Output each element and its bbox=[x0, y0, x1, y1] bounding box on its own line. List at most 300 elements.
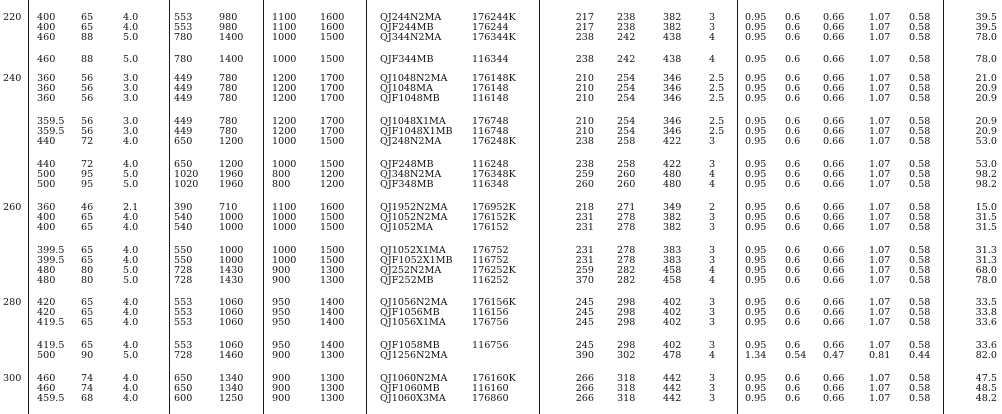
Y2: 0.66 bbox=[823, 212, 845, 224]
Y0: 1.07 bbox=[869, 136, 891, 148]
Da-min: 318 bbox=[617, 393, 636, 405]
ra-max: 4 bbox=[709, 265, 716, 277]
da-min: 231 bbox=[575, 245, 594, 256]
chamfer: 4.0 bbox=[123, 136, 139, 148]
speed-grease: 950 bbox=[272, 340, 291, 351]
Da-max: 422 bbox=[663, 136, 682, 148]
mass: 47.5 bbox=[975, 373, 997, 384]
Da-min: 271 bbox=[617, 202, 636, 213]
speed-grease: 1000 bbox=[272, 159, 297, 170]
mass: 31.3 bbox=[975, 245, 997, 256]
Y0: 1.07 bbox=[869, 222, 891, 234]
speed-grease: 1000 bbox=[272, 32, 297, 44]
dynamic-load: 449 bbox=[174, 93, 193, 105]
Da-min: 278 bbox=[617, 255, 636, 267]
speed-grease: 800 bbox=[272, 179, 291, 191]
speed-oil: 1700 bbox=[320, 116, 345, 127]
X-coef: 0.58 bbox=[909, 373, 931, 384]
width: 65 bbox=[81, 212, 94, 224]
static-load: 1000 bbox=[219, 222, 244, 234]
da-min: 266 bbox=[575, 373, 594, 384]
da-min: 260 bbox=[575, 179, 594, 191]
da-min: 259 bbox=[575, 169, 594, 181]
Y1: 0.6 bbox=[785, 393, 801, 405]
ra-max: 2.5 bbox=[709, 126, 725, 138]
Y2: 0.66 bbox=[823, 12, 845, 23]
outer-diameter: 400 bbox=[37, 22, 56, 34]
column-divider bbox=[263, 0, 264, 414]
speed-oil: 1600 bbox=[320, 12, 345, 23]
Da-min: 282 bbox=[617, 265, 636, 277]
Y2: 0.66 bbox=[823, 22, 845, 34]
chamfer: 2.1 bbox=[123, 202, 139, 213]
outer-diameter: 440 bbox=[37, 159, 56, 170]
X-coef: 0.58 bbox=[909, 245, 931, 256]
width: 56 bbox=[81, 73, 94, 84]
Y2: 0.66 bbox=[823, 383, 845, 395]
e: 0.95 bbox=[745, 22, 767, 34]
ra-max: 3 bbox=[709, 22, 716, 34]
X-coef: 0.58 bbox=[909, 275, 931, 287]
width: 88 bbox=[81, 32, 94, 44]
width: 65 bbox=[81, 22, 94, 34]
speed-oil: 1300 bbox=[320, 350, 345, 362]
da-min: 245 bbox=[575, 307, 594, 319]
da-min: 238 bbox=[575, 54, 594, 65]
static-load: 1960 bbox=[219, 179, 244, 191]
X-coef: 0.58 bbox=[909, 93, 931, 105]
Da-min: 238 bbox=[617, 12, 636, 23]
speed-grease: 1000 bbox=[272, 222, 297, 234]
designation: QJF1058MB bbox=[380, 340, 440, 351]
Y1: 0.6 bbox=[785, 275, 801, 287]
speed-grease: 1200 bbox=[272, 83, 297, 95]
speed-oil: 1700 bbox=[320, 83, 345, 95]
Y0: 1.07 bbox=[869, 275, 891, 287]
Y1: 0.6 bbox=[785, 169, 801, 181]
old-code: 116248 bbox=[472, 159, 509, 170]
chamfer: 4.0 bbox=[123, 222, 139, 234]
outer-diameter: 480 bbox=[37, 265, 56, 277]
chamfer: 4.0 bbox=[123, 317, 139, 329]
static-load: 980 bbox=[219, 22, 238, 34]
old-code: 116348 bbox=[472, 179, 509, 191]
width: 68 bbox=[81, 393, 94, 405]
X-coef: 0.58 bbox=[909, 297, 931, 308]
Y2: 0.66 bbox=[823, 297, 845, 308]
Y2: 0.47 bbox=[823, 350, 845, 362]
Y1: 0.6 bbox=[785, 116, 801, 127]
e: 0.95 bbox=[745, 317, 767, 329]
dynamic-load: 550 bbox=[174, 255, 193, 267]
designation: QJ1052X1MA bbox=[380, 245, 446, 256]
Y2: 0.66 bbox=[823, 83, 845, 95]
dynamic-load: 550 bbox=[174, 245, 193, 256]
Y1: 0.6 bbox=[785, 340, 801, 351]
speed-grease: 950 bbox=[272, 317, 291, 329]
Y0: 1.07 bbox=[869, 212, 891, 224]
dynamic-load: 1020 bbox=[174, 179, 199, 191]
Da-max: 383 bbox=[663, 255, 682, 267]
designation: QJ252N2MA bbox=[380, 265, 442, 277]
dynamic-load: 553 bbox=[174, 12, 193, 23]
da-min: 210 bbox=[575, 83, 594, 95]
ra-max: 3 bbox=[709, 383, 716, 395]
mass: 21.0 bbox=[975, 73, 997, 84]
chamfer: 4.0 bbox=[123, 12, 139, 23]
Y1: 0.6 bbox=[785, 159, 801, 170]
Da-min: 254 bbox=[617, 116, 636, 127]
X-coef: 0.58 bbox=[909, 73, 931, 84]
X-coef: 0.58 bbox=[909, 212, 931, 224]
designation: QJ1052N2MA bbox=[380, 212, 448, 224]
designation: QJF1048X1MB bbox=[380, 126, 453, 138]
Y1: 0.6 bbox=[785, 12, 801, 23]
da-min: 238 bbox=[575, 159, 594, 170]
Y1: 0.6 bbox=[785, 297, 801, 308]
Y0: 1.07 bbox=[869, 22, 891, 34]
mass: 15.0 bbox=[975, 202, 997, 213]
old-code: 176244 bbox=[472, 22, 509, 34]
mass: 53.0 bbox=[975, 159, 997, 170]
designation: QJ1048X1MA bbox=[380, 116, 446, 127]
speed-grease: 1200 bbox=[272, 126, 297, 138]
old-code: 176148K bbox=[472, 73, 516, 84]
X-coef: 0.58 bbox=[909, 393, 931, 405]
da-min: 266 bbox=[575, 383, 594, 395]
e: 0.95 bbox=[745, 73, 767, 84]
Y0: 1.07 bbox=[869, 54, 891, 65]
speed-grease: 1200 bbox=[272, 93, 297, 105]
e: 0.95 bbox=[745, 126, 767, 138]
Y0: 1.07 bbox=[869, 307, 891, 319]
mass: 31.5 bbox=[975, 222, 997, 234]
Da-min: 278 bbox=[617, 222, 636, 234]
column-divider bbox=[366, 0, 367, 414]
designation: QJ248N2MA bbox=[380, 136, 442, 148]
inner-diameter: 220 bbox=[3, 12, 22, 23]
chamfer: 4.0 bbox=[123, 159, 139, 170]
speed-oil: 1300 bbox=[320, 393, 345, 405]
dynamic-load: 728 bbox=[174, 275, 193, 287]
Da-max: 458 bbox=[663, 275, 682, 287]
designation: QJF252MB bbox=[380, 275, 434, 287]
Da-min: 318 bbox=[617, 373, 636, 384]
mass: 31.3 bbox=[975, 255, 997, 267]
width: 65 bbox=[81, 297, 94, 308]
ra-max: 3 bbox=[709, 317, 716, 329]
static-load: 710 bbox=[219, 202, 238, 213]
Da-max: 382 bbox=[663, 212, 682, 224]
X-coef: 0.58 bbox=[909, 136, 931, 148]
inner-diameter: 280 bbox=[3, 297, 22, 308]
ra-max: 2.5 bbox=[709, 83, 725, 95]
ra-max: 4 bbox=[709, 169, 716, 181]
speed-oil: 1400 bbox=[320, 307, 345, 319]
e: 0.95 bbox=[745, 93, 767, 105]
designation: QJ1060X3MA bbox=[380, 393, 446, 405]
Y2: 0.66 bbox=[823, 307, 845, 319]
chamfer: 3.0 bbox=[123, 116, 139, 127]
e: 0.95 bbox=[745, 222, 767, 234]
Y2: 0.66 bbox=[823, 73, 845, 84]
old-code: 176860 bbox=[472, 393, 509, 405]
speed-grease: 900 bbox=[272, 275, 291, 287]
Y1: 0.6 bbox=[785, 22, 801, 34]
X-coef: 0.58 bbox=[909, 22, 931, 34]
chamfer: 4.0 bbox=[123, 393, 139, 405]
outer-diameter: 400 bbox=[37, 212, 56, 224]
dynamic-load: 650 bbox=[174, 383, 193, 395]
static-load: 1400 bbox=[219, 32, 244, 44]
outer-diameter: 440 bbox=[37, 136, 56, 148]
designation: QJ1052MA bbox=[380, 222, 433, 234]
Da-max: 402 bbox=[663, 307, 682, 319]
Y2: 0.66 bbox=[823, 340, 845, 351]
designation: QJF248MB bbox=[380, 159, 434, 170]
width: 95 bbox=[81, 179, 94, 191]
static-load: 1000 bbox=[219, 212, 244, 224]
e: 0.95 bbox=[745, 340, 767, 351]
old-code: 116160 bbox=[472, 383, 509, 395]
Da-max: 402 bbox=[663, 317, 682, 329]
mass: 68.0 bbox=[975, 265, 997, 277]
old-code: 176244K bbox=[472, 12, 516, 23]
Da-min: 238 bbox=[617, 22, 636, 34]
mass: 78.0 bbox=[975, 275, 997, 287]
outer-diameter: 460 bbox=[37, 32, 56, 44]
Da-max: 442 bbox=[663, 383, 682, 395]
outer-diameter: 399.5 bbox=[37, 255, 65, 267]
old-code: 176748 bbox=[472, 116, 509, 127]
Y0: 0.81 bbox=[869, 350, 891, 362]
dynamic-load: 650 bbox=[174, 159, 193, 170]
speed-oil: 1300 bbox=[320, 383, 345, 395]
chamfer: 5.0 bbox=[123, 275, 139, 287]
designation: QJF348MB bbox=[380, 179, 434, 191]
width: 65 bbox=[81, 340, 94, 351]
Y1: 0.6 bbox=[785, 93, 801, 105]
mass: 33.8 bbox=[975, 307, 997, 319]
width: 88 bbox=[81, 54, 94, 65]
Da-min: 254 bbox=[617, 83, 636, 95]
da-min: 245 bbox=[575, 340, 594, 351]
chamfer: 5.0 bbox=[123, 265, 139, 277]
Da-min: 318 bbox=[617, 383, 636, 395]
Y2: 0.66 bbox=[823, 136, 845, 148]
dynamic-load: 553 bbox=[174, 340, 193, 351]
Y0: 1.07 bbox=[869, 373, 891, 384]
e: 0.95 bbox=[745, 307, 767, 319]
da-min: 266 bbox=[575, 393, 594, 405]
old-code: 116252 bbox=[472, 275, 509, 287]
outer-diameter: 460 bbox=[37, 383, 56, 395]
static-load: 780 bbox=[219, 93, 238, 105]
dynamic-load: 780 bbox=[174, 32, 193, 44]
old-code: 116748 bbox=[472, 126, 509, 138]
X-coef: 0.58 bbox=[909, 222, 931, 234]
e: 0.95 bbox=[745, 54, 767, 65]
Da-max: 438 bbox=[663, 32, 682, 44]
Y2: 0.66 bbox=[823, 32, 845, 44]
da-min: 390 bbox=[575, 350, 594, 362]
X-coef: 0.58 bbox=[909, 12, 931, 23]
Y1: 0.6 bbox=[785, 255, 801, 267]
dynamic-load: 390 bbox=[174, 202, 193, 213]
speed-oil: 1400 bbox=[320, 340, 345, 351]
outer-diameter: 400 bbox=[37, 222, 56, 234]
mass: 33.6 bbox=[975, 317, 997, 329]
designation: QJF1048MB bbox=[380, 93, 440, 105]
static-load: 1060 bbox=[219, 317, 244, 329]
speed-grease: 1200 bbox=[272, 73, 297, 84]
Y0: 1.07 bbox=[869, 159, 891, 170]
e: 0.95 bbox=[745, 255, 767, 267]
dynamic-load: 728 bbox=[174, 350, 193, 362]
Da-min: 278 bbox=[617, 212, 636, 224]
outer-diameter: 500 bbox=[37, 169, 56, 181]
outer-diameter: 459.5 bbox=[37, 393, 65, 405]
static-load: 1250 bbox=[219, 393, 244, 405]
speed-oil: 1400 bbox=[320, 297, 345, 308]
old-code: 176252K bbox=[472, 265, 516, 277]
Y2: 0.66 bbox=[823, 159, 845, 170]
speed-grease: 950 bbox=[272, 307, 291, 319]
speed-grease: 1000 bbox=[272, 54, 297, 65]
speed-oil: 1200 bbox=[320, 169, 345, 181]
Da-min: 254 bbox=[617, 126, 636, 138]
Y1: 0.6 bbox=[785, 179, 801, 191]
Y1: 0.6 bbox=[785, 383, 801, 395]
da-min: 245 bbox=[575, 317, 594, 329]
Da-min: 260 bbox=[617, 179, 636, 191]
old-code: 116756 bbox=[472, 340, 509, 351]
speed-oil: 1500 bbox=[320, 255, 345, 267]
dynamic-load: 449 bbox=[174, 116, 193, 127]
static-load: 1340 bbox=[219, 383, 244, 395]
da-min: 210 bbox=[575, 116, 594, 127]
Y1: 0.6 bbox=[785, 73, 801, 84]
designation: QJ244N2MA bbox=[380, 12, 442, 23]
chamfer: 3.0 bbox=[123, 93, 139, 105]
outer-diameter: 460 bbox=[37, 373, 56, 384]
Da-max: 442 bbox=[663, 373, 682, 384]
da-min: 238 bbox=[575, 32, 594, 44]
X-coef: 0.58 bbox=[909, 179, 931, 191]
X-coef: 0.58 bbox=[909, 340, 931, 351]
outer-diameter: 500 bbox=[37, 179, 56, 191]
ra-max: 2 bbox=[709, 202, 716, 213]
static-load: 1960 bbox=[219, 169, 244, 181]
old-code: 176344K bbox=[472, 32, 516, 44]
Y2: 0.66 bbox=[823, 116, 845, 127]
X-coef: 0.58 bbox=[909, 307, 931, 319]
width: 65 bbox=[81, 222, 94, 234]
e: 0.95 bbox=[745, 32, 767, 44]
designation: QJ1952N2MA bbox=[380, 202, 448, 213]
Da-max: 346 bbox=[663, 116, 682, 127]
chamfer: 5.0 bbox=[123, 54, 139, 65]
designation: QJ344N2MA bbox=[380, 32, 442, 44]
static-load: 980 bbox=[219, 12, 238, 23]
Y2: 0.66 bbox=[823, 126, 845, 138]
Da-min: 298 bbox=[617, 317, 636, 329]
speed-oil: 1500 bbox=[320, 32, 345, 44]
Da-min: 242 bbox=[617, 54, 636, 65]
X-coef: 0.58 bbox=[909, 317, 931, 329]
dynamic-load: 553 bbox=[174, 307, 193, 319]
width: 56 bbox=[81, 126, 94, 138]
X-coef: 0.58 bbox=[909, 116, 931, 127]
Y0: 1.07 bbox=[869, 32, 891, 44]
chamfer: 4.0 bbox=[123, 245, 139, 256]
outer-diameter: 500 bbox=[37, 350, 56, 362]
width: 56 bbox=[81, 93, 94, 105]
dynamic-load: 449 bbox=[174, 83, 193, 95]
chamfer: 5.0 bbox=[123, 350, 139, 362]
inner-diameter: 300 bbox=[3, 373, 22, 384]
e: 0.95 bbox=[745, 373, 767, 384]
speed-oil: 1700 bbox=[320, 93, 345, 105]
width: 95 bbox=[81, 169, 94, 181]
outer-diameter: 399.5 bbox=[37, 245, 65, 256]
e: 0.95 bbox=[745, 136, 767, 148]
mass: 82.0 bbox=[975, 350, 997, 362]
e: 0.95 bbox=[745, 179, 767, 191]
Da-max: 402 bbox=[663, 340, 682, 351]
width: 80 bbox=[81, 265, 94, 277]
speed-oil: 1700 bbox=[320, 126, 345, 138]
chamfer: 5.0 bbox=[123, 32, 139, 44]
speed-oil: 1500 bbox=[320, 245, 345, 256]
width: 74 bbox=[81, 383, 94, 395]
static-load: 1200 bbox=[219, 136, 244, 148]
e: 0.95 bbox=[745, 265, 767, 277]
inner-diameter: 260 bbox=[3, 202, 22, 213]
width: 80 bbox=[81, 275, 94, 287]
Y1: 0.6 bbox=[785, 136, 801, 148]
da-min: 210 bbox=[575, 73, 594, 84]
chamfer: 4.0 bbox=[123, 373, 139, 384]
speed-grease: 1000 bbox=[272, 255, 297, 267]
outer-diameter: 359.5 bbox=[37, 116, 65, 127]
old-code: 116148 bbox=[472, 93, 509, 105]
Y2: 0.66 bbox=[823, 93, 845, 105]
Y0: 1.07 bbox=[869, 73, 891, 84]
static-load: 780 bbox=[219, 116, 238, 127]
X-coef: 0.58 bbox=[909, 383, 931, 395]
da-min: 259 bbox=[575, 265, 594, 277]
speed-oil: 1500 bbox=[320, 159, 345, 170]
ra-max: 3 bbox=[709, 255, 716, 267]
Da-min: 254 bbox=[617, 73, 636, 84]
Da-max: 382 bbox=[663, 22, 682, 34]
e: 0.95 bbox=[745, 245, 767, 256]
Da-min: 298 bbox=[617, 297, 636, 308]
old-code: 176348K bbox=[472, 169, 516, 181]
Da-max: 346 bbox=[663, 126, 682, 138]
dynamic-load: 540 bbox=[174, 222, 193, 234]
Y2: 0.66 bbox=[823, 179, 845, 191]
Y0: 1.07 bbox=[869, 383, 891, 395]
chamfer: 4.0 bbox=[123, 297, 139, 308]
speed-oil: 1500 bbox=[320, 54, 345, 65]
Da-min: 302 bbox=[617, 350, 636, 362]
Y0: 1.07 bbox=[869, 393, 891, 405]
Y2: 0.66 bbox=[823, 255, 845, 267]
mass: 48.2 bbox=[975, 393, 997, 405]
Y2: 0.66 bbox=[823, 54, 845, 65]
